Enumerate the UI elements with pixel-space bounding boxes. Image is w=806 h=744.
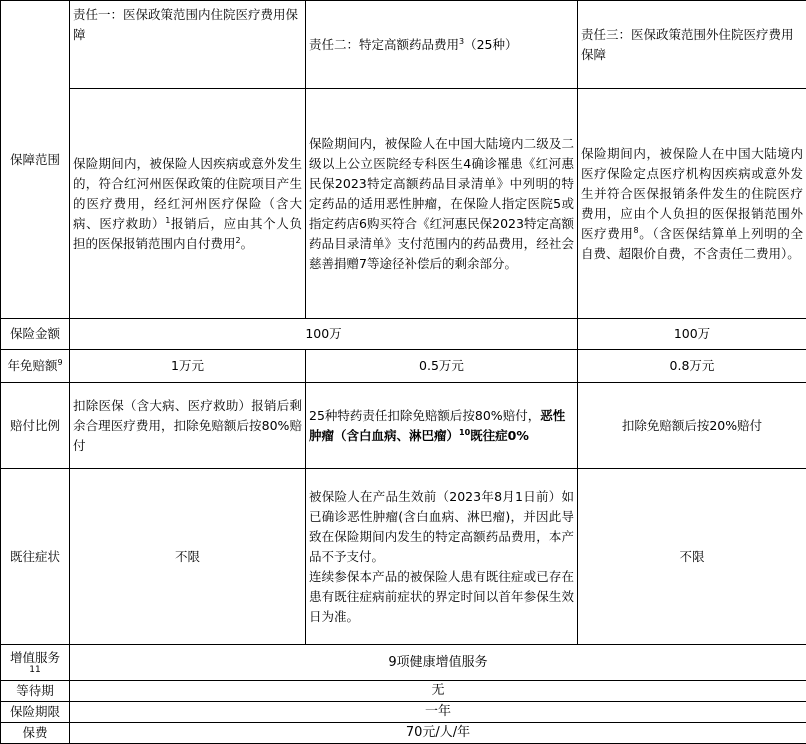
header-responsibility-1: 责任一：医保政策范围内住院医疗费用保障 [70, 1, 306, 89]
waiting-row [1, 681, 806, 702]
preexisting-responsibility-1: 不限 [70, 469, 306, 645]
preexisting-paragraph-2: 连续参保本产品的被保险人患有既往症或已存在患有既往症病前症状的界定时间以首年参保生效日为准。 [309, 568, 574, 624]
period-label: 保险期限 [1, 702, 70, 723]
deductible-label: 年免赔额$^9$ [1, 350, 70, 383]
preexisting-paragraph-1: 被保险人在产品生效前（2023年8月1日前）如已确诊恶性肿瘤(含白血病、淋巴瘤)，并因此导致在保险期间内发生的特定高额药品费用，本产品不予支付。 [309, 488, 574, 564]
premium-row [1, 723, 806, 744]
value-added-label: 增值服务 11 [1, 645, 70, 681]
premium-label: 保费 [1, 723, 70, 744]
period-row [1, 702, 806, 723]
preexisting-label: 既往症状 [1, 469, 70, 645]
header-responsibility-2: 责任二：特定高额药品费用$^3$（25种） [306, 1, 578, 89]
amount-responsibility-1-2: 100万 [70, 319, 578, 350]
value-added-value: 9项健康增值服务 [70, 645, 806, 681]
deductible-row [1, 350, 806, 383]
header-row [1, 1, 806, 89]
preexisting-row [1, 469, 806, 645]
amount-responsibility-3: 100万 [578, 319, 806, 350]
value-added-row [1, 645, 806, 681]
preexisting-responsibility-2 [306, 469, 578, 645]
waiting-label: 等待期 [1, 681, 70, 702]
ratio-responsibility-2: 25种特药责任扣除免赔额后按80%赔付，恶性肿瘤（含白血病、淋巴瘤）$^{10}$既往症0% [306, 383, 578, 469]
ratio-row [1, 383, 806, 469]
waiting-value: 无 [70, 681, 806, 702]
coverage-label: 保障范围 [1, 1, 70, 319]
preexisting-responsibility-3: 不限 [578, 469, 806, 645]
deductible-responsibility-2: 0.5万元 [306, 350, 578, 383]
ratio-label: 赔付比例 [1, 383, 70, 469]
period-value: 一年 [70, 702, 806, 723]
premium-value: 70元/人/年 [70, 723, 806, 744]
amount-label: 保险金额 [1, 319, 70, 350]
coverage-row [1, 89, 806, 319]
ratio-responsibility-1: 扣除医保（含大病、医疗救助）报销后剩余合理医疗费用，扣除免赔额后按80%赔付 [70, 383, 306, 469]
coverage-responsibility-3: 保险期间内，被保险人在中国大陆境内医疗保险定点医疗机构因疾病或意外发生并符合医保报销条件发生的住院医疗费用，应由个人负担的医保报销范围外医疗费用$^8$。（含医保结算单上列明的全自费、超限价自费，不含责任二费用）。 [578, 89, 806, 319]
ratio-responsibility-3: 扣除免赔额后按20%赔付 [578, 383, 806, 469]
coverage-responsibility-2: 保险期间内，被保险人在中国大陆境内二级及二级以上公立医院经专科医生4确诊罹患《红河惠民保2023特定高额药品目录清单》中列明的特定药品的适用恶性肿瘤，在保险人指定医院5或指定药店6购买符合《红河惠民保2023特定高额药品目录清单》支付范围内的药品费用，经社会慈善捐赠7等途径补偿后的剩余部分。 [306, 89, 578, 319]
coverage-responsibility-1: 保险期间内，被保险人因疾病或意外发生的，符合红河州医保政策的住院项目产生的医疗费用，经红河州医疗保险（含大病、医疗救助）$^1$报销后，应由其个人负担的医保报销范围内自付费用$^2$。 [70, 89, 306, 319]
amount-row [1, 319, 806, 350]
header-responsibility-3: 责任三：医保政策范围外住院医疗费用保障 [578, 1, 806, 89]
deductible-responsibility-1: 1万元 [70, 350, 306, 383]
deductible-responsibility-3: 0.8万元 [578, 350, 806, 383]
